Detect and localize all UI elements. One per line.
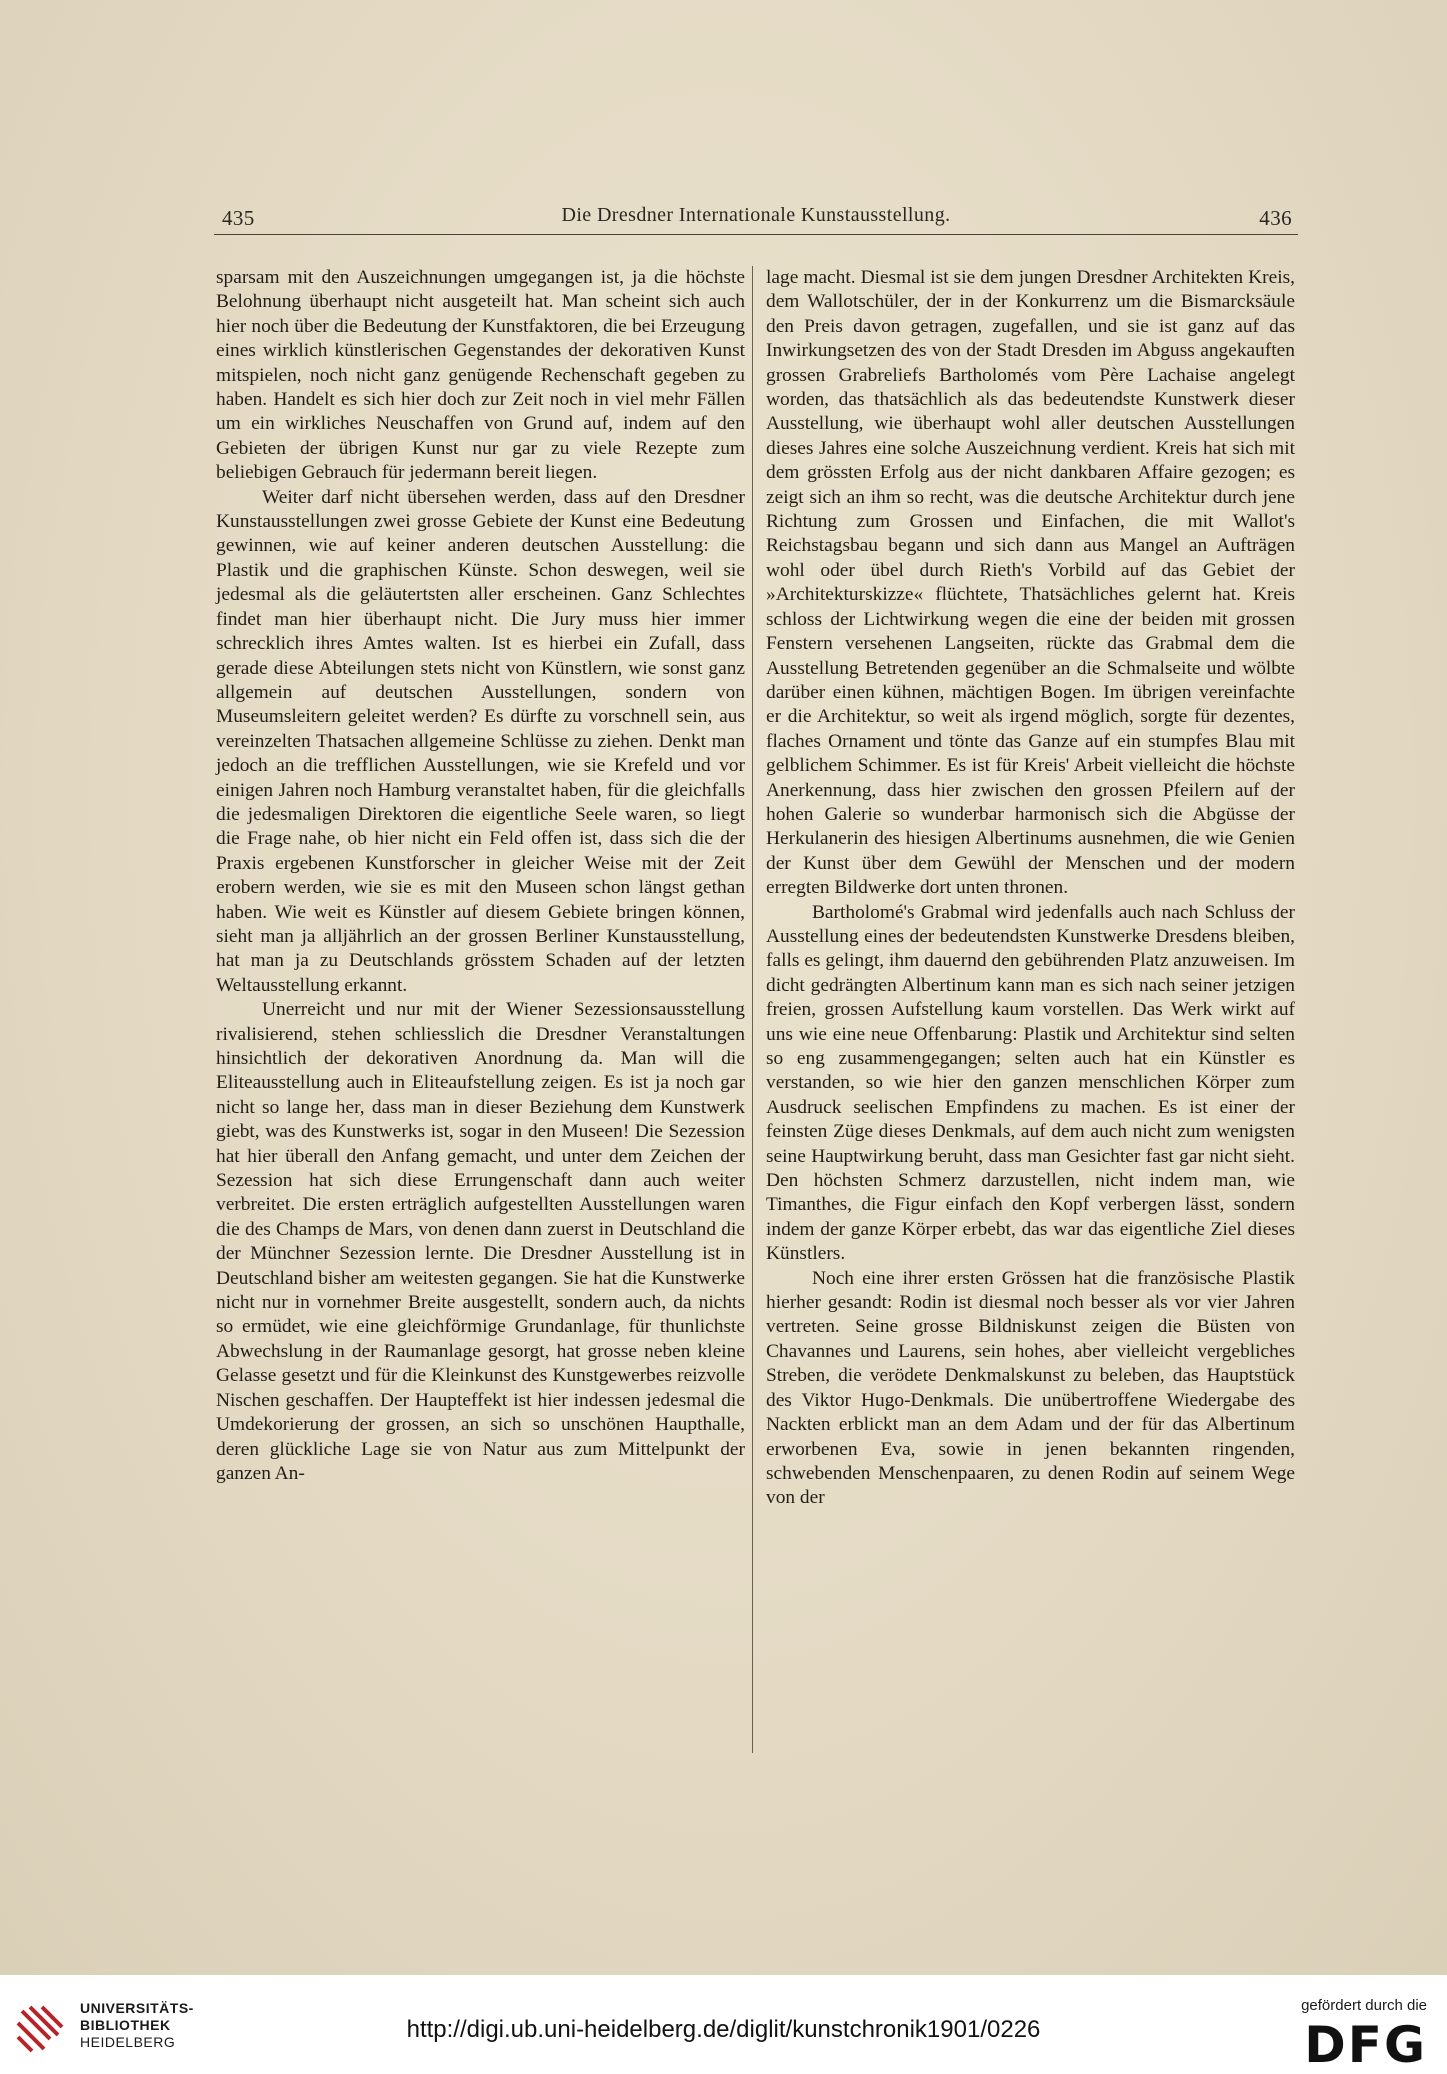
- paragraph: sparsam mit den Auszeichnungen umgegangen ist, ja die höchste Belohnung überhaupt nicht ausgeteilt hat. Man scheint sich auch hier noch über die Bedeutung der Kunstfaktoren, die bei Erzeugung eines wirklich künstlerischen Gegenstandes der dekorativen Kunst mitspielen, noch nicht ganz genügende Rechenschaft gegeben zu haben. Handelt es sich hier doch zur Zeit noch in viel mehr Fällen um ein wirkliches Neuschaffen von Grund auf, indem auf den Gebieten der übrigen Kunst nur gar zu viele Rezepte zum beliebigen Gebrauch für jedermann bereit liegen.: [216, 267, 745, 484]
- right-column: [766, 266, 1295, 1511]
- column-divider: [752, 266, 753, 1753]
- left-column: [216, 266, 745, 1486]
- page-number-left: 435: [222, 206, 255, 230]
- paragraph: Weiter darf nicht übersehen werden, dass auf den Dresdner Kunstausstellungen zwei grosse Gebiete der Kunst eine Bedeutung gewinnen, wie auf keiner anderen deutschen Ausstellung: die Plastik und die graphischen Künste. Schon deswegen, weil sie jedesmal als die geläutertsten aller erscheinen. Ganz Schlechtes findet man hier überhaupt nicht. Die Jury muss hier immer schrecklich ihres Amtes walten. Ist es hierbei ein Zufall, dass gerade diese Abteilungen stets nicht von Künstlern, wie sonst ganz allgemein auf deutschen Ausstellungen, sondern von Museumsleitern geleitet werden? Es dürfte zu vorschnell sein, aus vereinzelten Thatsachen allgemeine Schlüsse zu ziehen. Denkt man jedoch an die trefflichen Ausstellungen, wie sie Krefeld und vor einigen Jahren noch Hamburg veranstaltet haben, für die gleichfalls die jedesmaligen Direktoren die eigentliche Seele waren, so liegt die Frage nahe, ob hier nicht ein Feld offen ist, dass sich die der Praxis ergebenen Kunstforscher in gleicher Weise mit der Zeit erobern werden, wie sie es mit den Museen schon längst gethan haben. Wie weit es Künstler auf diesem Gebiete bringen können, sieht man ja alljährlich an der grossen Berliner Kunstausstellung, hat man ja zu Deutschlands grösstem Schaden auf der letzten Weltausstellung erkannt.: [216, 486, 745, 996]
- library-name-line1: UNIVERSITÄTS-: [80, 2000, 194, 2016]
- running-title: Die Dresdner Internationale Kunstausstellung.: [561, 204, 951, 226]
- header-rule: [214, 234, 1298, 235]
- funded-by-label: gefördert durch die: [1301, 1997, 1427, 2014]
- library-name-line3: HEIDELBERG: [80, 2034, 176, 2050]
- paragraph: lage macht. Diesmal ist sie dem jungen Dresdner Architekten Kreis, dem Wallotschüler, der in der Konkurrenz um die Bismarcksäule den Preis davon getragen, zugefallen, und sie ist ganz auf das Inwirkungsetzen des von der Stadt Dresden im Abguss angekauften grossen Grabreliefs Bartholomés vom Père Lachaise angelegt worden, das thatsächlich als das bedeutendste Kunstwerk dieser Ausstellung, wie überhaupt wohl aller deutschen Ausstellungen dieses Jahres eine solche Auszeichnung verdient. Kreis hat sich mit dem grössten Erfolg aus der nicht dankbaren Affaire gezogen; es zeigt sich an ihm so recht, was die deutsche Architektur durch jene Richtung zum Grossen und Einfachen, die mit Wallot's Reichstagsbau begann und sich dann aus Mangel an Aufträgen wohl oder übel durch Rieth's Vorbild auf das Gebiet der »Architekturskizze« flüchtete, Thatsächliches gelernt hat. Kreis schloss der Lichtwirkung wegen die eine der beiden mit grossen Fenstern versehenen Langseiten, rückte das Grabmal dem die Ausstellung Betretenden gegenüber an die Schmalseite und wölbte darüber einen kühnen, mächtigen Bogen. Im übrigen vereinfachte er die Architektur, so weit als irgend möglich, sorgte für dezentes, flaches Ornament und tönte das Ganze auf ein stumpfes Blau mit gelblichem Schimmer. Es ist für Kreis' Arbeit vielleicht die höchste Anerkennung, dass hier zwischen den grossen Pfeilern auf der hohen Galerie so wunderbar harmonisch sich die Abgüsse der Herkulanerin des hiesigen Albertinums ausnehmen, die wie Genien der Kunst über dem Gewühl der Menschen und der modern erregten Bildwerke dort unten thronen.: [766, 267, 1295, 899]
- paragraph: Bartholomé's Grabmal wird jedenfalls auch nach Schluss der Ausstellung eines der bedeutendsten Kunstwerke Dresdens bleiben, falls es gelingt, ihm dauernd den gebührenden Platz anzuweisen. Im dicht gedrängten Albertinum kann man es sich nach seiner jetzigen freien, grossen Aufstellung kaum vorstellen. Das Werk wirkt auf uns wie eine neue Offenbarung: Plastik und Architektur sind selten so eng zusammengegangen; selten auch hat ein Künstler es verstanden, so wie hier den ganzen menschlichen Körper zum Ausdruck seelischen Empfindens zu machen. Es ist einer der feinsten Züge dieses Denkmals, auf dem auch nicht zum wenigsten seine Hauptwirkung beruht, dass man Gesichter fast gar nicht sieht. Den höchsten Schmerz darzustellen, nicht indem man, wie Timanthes, die Figur einfach den Kopf verbergen lässt, sondern indem der ganze Körper erbebt, das war das eigentliche Ziel dieses Künstlers.: [766, 901, 1295, 1265]
- paragraph: Unerreicht und nur mit der Wiener Sezessionsausstellung rivalisierend, stehen schliesslich die Dresdner Veranstaltungen hinsichtlich der dekorativen Anordnung da. Man will die Eliteausstellung auch in Eliteaufstellung zeigen. Es ist ja noch gar nicht so lange her, dass man in dieser Beziehung dem Kunstwerk giebt, was des Kunstwerks ist, sogar in den Museen! Die Sezession hat hier überall den Anfang gemacht, und unter dem Zeichen der Sezession hat sich diese Errungenschaft dann auch weiter verbreitet. Die ersten erträglich aufgestellten Ausstellungen waren die des Champs de Mars, von denen dann zuerst in Deutschland die der Münchner Sezession lernte. Die Dresdner Ausstellung ist in Deutschland bisher am weitesten gegangen. Sie hat die Kunstwerke nicht nur in vornehmer Breite ausgestellt, sondern auch, da nichts so ermüdet, wie eine gleichförmige Grundanlage, für thunlichste Abwechslung in der Raumanlage gesorgt, hat grosse neben kleine Gelasse gesetzt und für die Kleinkunst des Kunstgewerbes reizvolle Nischen geschaffen. Der Haupteffekt ist hier indessen jedesmal die Umdekorierung der grossen, an sich so unschönen Haupthalle, deren glückliche Lage sie von Natur aus zum Mittelpunkt der ganzen An-: [216, 999, 745, 1484]
- permalink-url[interactable]: http://digi.ub.uni-heidelberg.de/diglit/kunstchronik1901/0226: [406, 2016, 1041, 2043]
- library-name-line2: BIBLIOTHEK: [80, 2017, 171, 2033]
- running-head: [216, 202, 1296, 232]
- dfg-logo: DFG: [1304, 2016, 1427, 2074]
- page-number-right: 436: [1259, 206, 1292, 230]
- paragraph: Noch eine ihrer ersten Grössen hat die französische Plastik hierher gesandt: Rodin ist diesmal noch besser als vor vier Jahren vertreten. Seine grosse Bildniskunst zeigen die Büsten von Chavannes und Laurens, sein hohes, aber vielleicht vergebliches Streben, die verödete Denkmalskunst zu beleben, das Hauptstück des Viktor Hugo-Denkmals. Die unübertroffene Wiedergabe des Nackten erblickt man an dem Adam und der für das Albertinum erworbenen Eva, sowie in jenen bekannten ringenden, schwebenden Menschenpaaren, zu denen Rodin auf seinem Wege von der: [766, 1267, 1295, 1509]
